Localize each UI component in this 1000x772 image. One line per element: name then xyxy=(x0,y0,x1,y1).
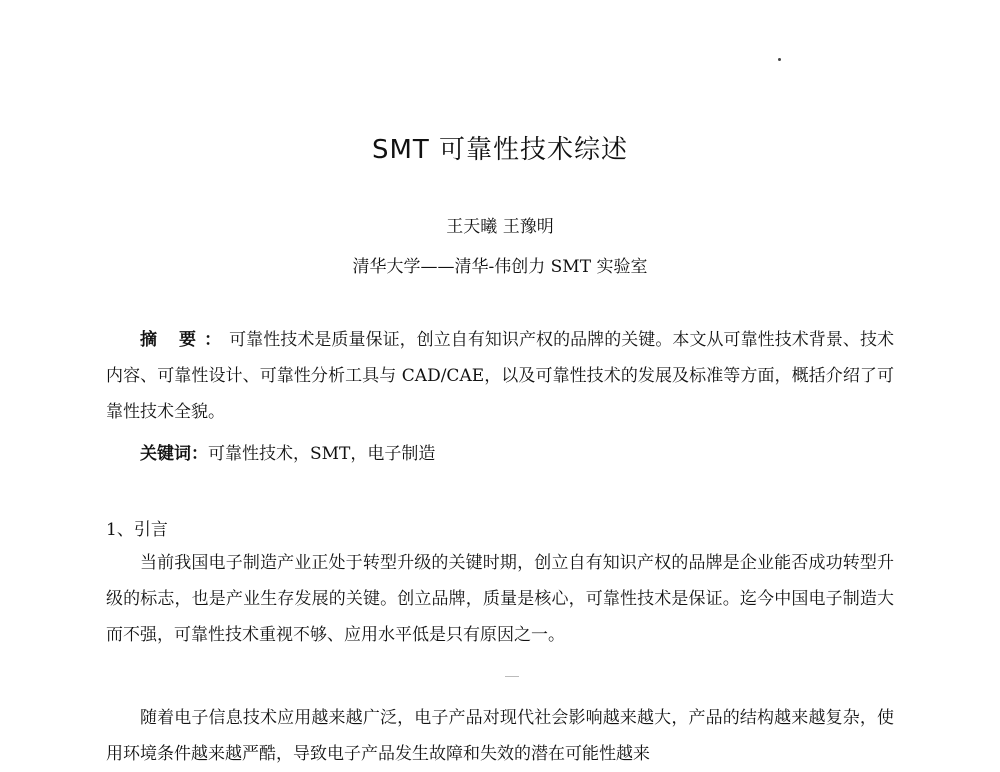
scan-mark xyxy=(505,676,519,677)
keywords xyxy=(106,436,894,472)
abstract-label: 摘 要： xyxy=(140,330,230,350)
keywords-label: 关键词： xyxy=(140,444,208,464)
body-paragraph-1: 当前我国电子制造产业正处于转型升级的关键时期，创立自有知识产权的品牌是企业能否成功转型升级的标志，也是产业生存发展的关键。创立品牌，质量是核心，可靠性技术是保证。迄今中国电子制造大而不强，可靠性技术重视不够、应用水平低是只有原因之一。 xyxy=(106,553,894,645)
abstract-text: 可靠性技术是质量保证，创立自有知识产权的品牌的关键。本文从可靠性技术背景、技术内容、可靠性设计、可靠性分析工具与 CAD/CAE，以及可靠性技术的发展及标准等方面，概括介绍了可靠性技术全貌。 xyxy=(106,330,895,422)
section-heading: 1、引言 xyxy=(106,520,168,540)
paper-authors: 王天曦 王豫明 xyxy=(446,217,554,237)
keywords-text: 可靠性技术，SMT，电子制造 xyxy=(208,444,436,464)
paper-affiliation: 清华大学——清华-伟创力 SMT 实验室 xyxy=(352,257,648,277)
scan-speck xyxy=(778,58,781,61)
abstract xyxy=(106,322,894,430)
paper-title: SMT 可靠性技术综述 xyxy=(371,135,629,165)
body-paragraph-2: 随着电子信息技术应用越来越广泛，电子产品对现代社会影响越来越大，产品的结构越来越复杂，使用环境条件越来越严酷，导致电子产品发生故障和失效的潜在可能性越来 xyxy=(106,708,894,764)
